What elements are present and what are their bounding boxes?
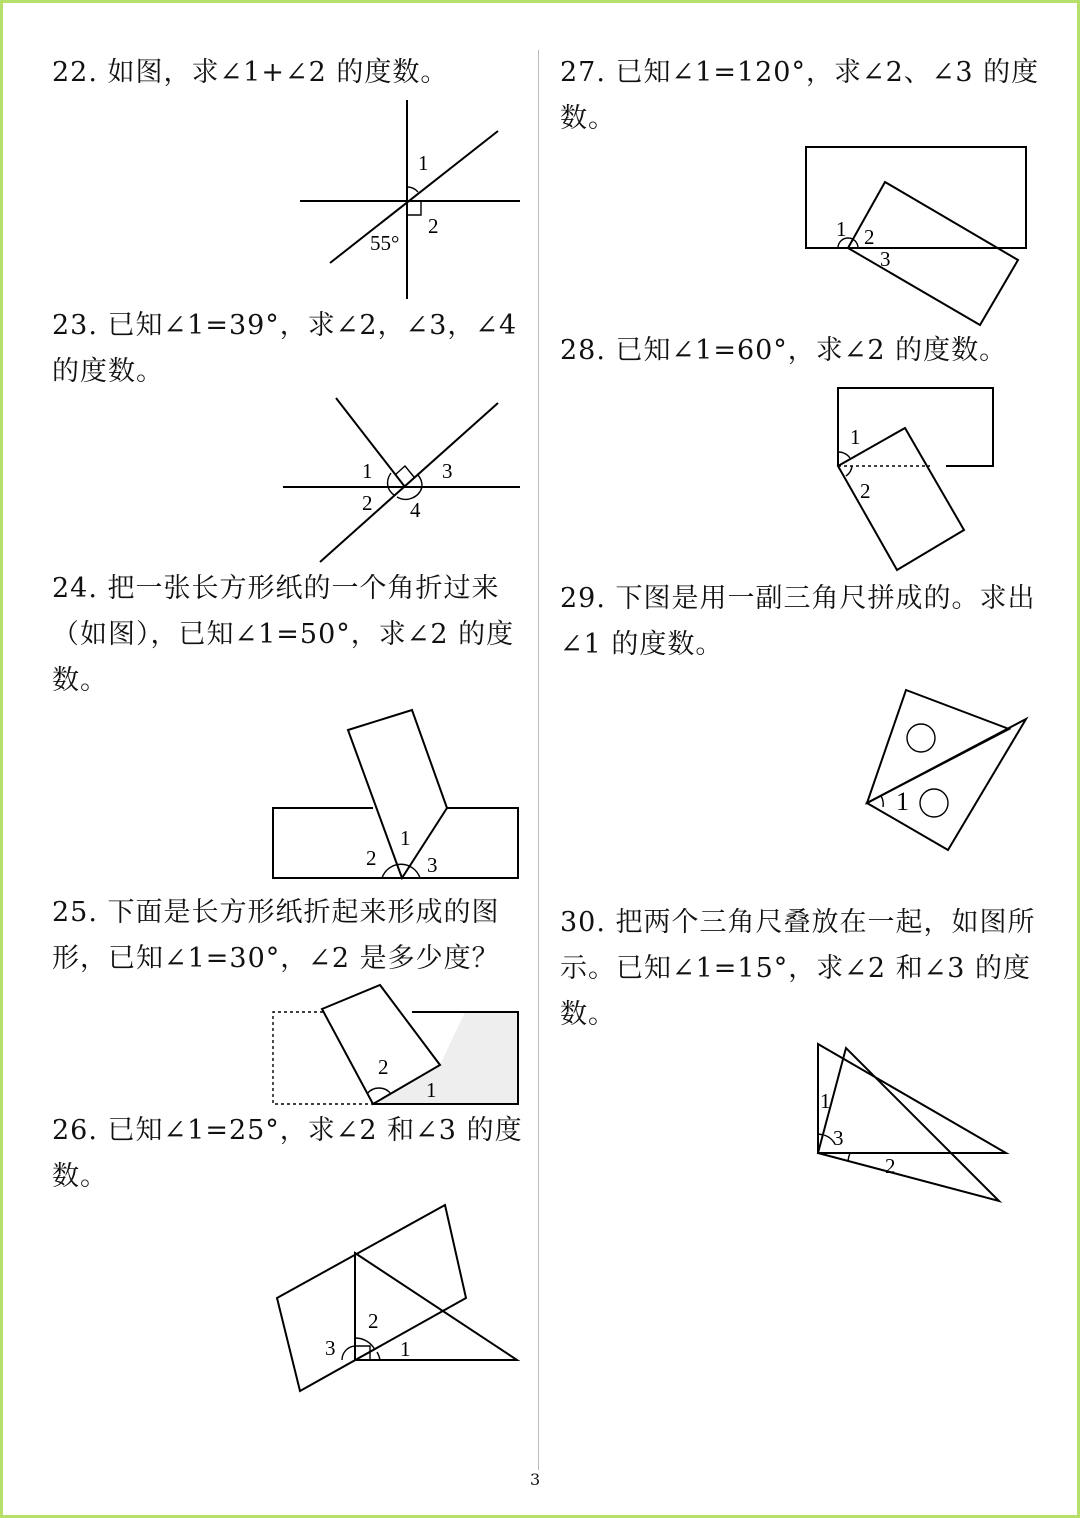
problem-25-line1: 25. 下面是长方形纸折起来形成的图 bbox=[52, 897, 500, 928]
problem-26 bbox=[52, 1108, 523, 1200]
problem-28 bbox=[560, 328, 1007, 374]
problem-30-line3: 数。 bbox=[560, 999, 616, 1030]
problem-24-line2: （如图），已知∠1=50°，求∠2 的度 bbox=[52, 619, 515, 650]
problem-27-line2: 数。 bbox=[560, 103, 616, 134]
fig23-label-1: 1 bbox=[362, 459, 373, 483]
figure-22 bbox=[280, 95, 540, 305]
fig27-label-2: 2 bbox=[864, 225, 875, 249]
fig23-label-2: 2 bbox=[362, 491, 373, 515]
problem-30-line2: 示。已知∠1=15°，求∠2 和∠3 的度 bbox=[560, 953, 1032, 984]
fig26-label-3: 3 bbox=[325, 1336, 336, 1360]
page-number: 3 bbox=[530, 1470, 541, 1489]
fig28-label-1: 1 bbox=[850, 425, 861, 449]
figure-25 bbox=[270, 982, 525, 1110]
fig29-hole-lower bbox=[920, 789, 948, 817]
fig30-label-3: 3 bbox=[833, 1126, 844, 1150]
problem-23-line1: 23. 已知∠1=39°，求∠2，∠3，∠4 bbox=[52, 310, 518, 341]
fig26-label-1: 1 bbox=[400, 1337, 411, 1361]
fig28-tilted-rectangle bbox=[838, 428, 964, 570]
fig26-angle2-arc bbox=[355, 1338, 375, 1350]
fig22-label-1: 1 bbox=[418, 151, 429, 175]
figure-27 bbox=[800, 140, 1035, 330]
fig24-label-2: 2 bbox=[366, 846, 377, 870]
fig23-label-4: 4 bbox=[410, 498, 421, 522]
problem-24 bbox=[52, 566, 514, 704]
problem-29-line2: ∠1 的度数。 bbox=[560, 629, 724, 660]
problem-23 bbox=[52, 303, 517, 395]
figure-29 bbox=[860, 683, 1035, 855]
fig28-angle2-arc bbox=[846, 466, 852, 476]
problem-26-line2: 数。 bbox=[52, 1161, 108, 1192]
figure-28 bbox=[830, 380, 1005, 575]
fig27-label-3: 3 bbox=[880, 247, 891, 271]
fig22-label-55: 55° bbox=[370, 231, 400, 255]
fig26-rectangle bbox=[277, 1205, 466, 1391]
fig23-slanted-line bbox=[320, 403, 498, 562]
problem-30 bbox=[560, 900, 1036, 1038]
problem-23-line2: 的度数。 bbox=[52, 356, 164, 387]
problem-25 bbox=[52, 890, 500, 982]
figure-24 bbox=[270, 705, 525, 885]
problem-27 bbox=[560, 50, 1039, 142]
fig22-angle1-arc bbox=[407, 187, 418, 192]
problem-24-line1: 24. 把一张长方形纸的一个角折过来 bbox=[52, 573, 500, 604]
fig26-angle3-arc bbox=[342, 1346, 355, 1360]
fig26-angle1-arc bbox=[377, 1352, 380, 1360]
problem-26-line1: 26. 已知∠1=25°，求∠2 和∠3 的度 bbox=[52, 1115, 523, 1146]
problem-28-text: 28. 已知∠1=60°，求∠2 的度数。 bbox=[560, 335, 1008, 366]
fig30-label-2: 2 bbox=[885, 1154, 896, 1178]
fig25-angle-arc bbox=[367, 1088, 391, 1094]
fig25-label-1: 1 bbox=[426, 1078, 437, 1102]
fig24-label-3: 3 bbox=[427, 853, 438, 877]
fig22-slanted-line bbox=[330, 131, 498, 263]
problem-24-line3: 数。 bbox=[52, 665, 108, 696]
fig24-rectangle bbox=[273, 808, 518, 878]
fig29-label-1: 1 bbox=[896, 787, 909, 816]
fig30-label-1: 1 bbox=[820, 1089, 831, 1113]
fig30-triangle-b bbox=[818, 1048, 999, 1201]
figure-30 bbox=[810, 1038, 1015, 1208]
fig24-label-1: 1 bbox=[400, 826, 411, 850]
fig29-triangle-upper bbox=[867, 690, 1009, 803]
fig22-right-angle-mark bbox=[407, 201, 421, 215]
fig23-angle1-arc bbox=[388, 473, 391, 487]
problem-29-line1: 29. 下图是用一副三角尺拼成的。求出 bbox=[560, 583, 1036, 614]
fig25-dashed-outline bbox=[273, 1012, 373, 1104]
figure-26 bbox=[270, 1198, 530, 1398]
fig28-angle1-arc bbox=[838, 452, 850, 458]
fig25-label-2: 2 bbox=[378, 1055, 389, 1079]
fig27-label-1: 1 bbox=[836, 217, 847, 241]
fig23-angle3-arc bbox=[418, 475, 422, 487]
fig29-angle1-arc bbox=[881, 796, 883, 807]
fig29-hole-upper bbox=[907, 724, 935, 752]
fig28-rectangle bbox=[838, 388, 993, 466]
problem-30-line1: 30. 把两个三角尺叠放在一起，如图所 bbox=[560, 907, 1036, 938]
fig29-triangle-lower bbox=[867, 719, 1026, 850]
fig22-label-2: 2 bbox=[428, 214, 439, 238]
problem-22-text: 22. 如图，求∠1+∠2 的度数。 bbox=[52, 57, 449, 88]
fig23-label-3: 3 bbox=[442, 459, 453, 483]
fig23-right-angle-mark bbox=[395, 466, 414, 477]
problem-27-line1: 27. 已知∠1=120°，求∠2、∠3 的度 bbox=[560, 57, 1040, 88]
fig30-triangle-a bbox=[818, 1044, 1006, 1153]
figure-23 bbox=[280, 395, 530, 570]
fig26-label-2: 2 bbox=[368, 1309, 379, 1333]
fig26-triangle bbox=[355, 1253, 517, 1360]
fig30-angle2-arc bbox=[848, 1153, 850, 1161]
problem-22 bbox=[52, 50, 448, 96]
fig27-tilted-rectangle bbox=[848, 182, 1018, 325]
fig28-label-2: 2 bbox=[860, 479, 871, 503]
problem-25-line2: 形，已知∠1=30°，∠2 是多少度？ bbox=[52, 943, 500, 974]
fig23-angle2-arc bbox=[388, 487, 394, 495]
problem-29 bbox=[560, 576, 1036, 668]
